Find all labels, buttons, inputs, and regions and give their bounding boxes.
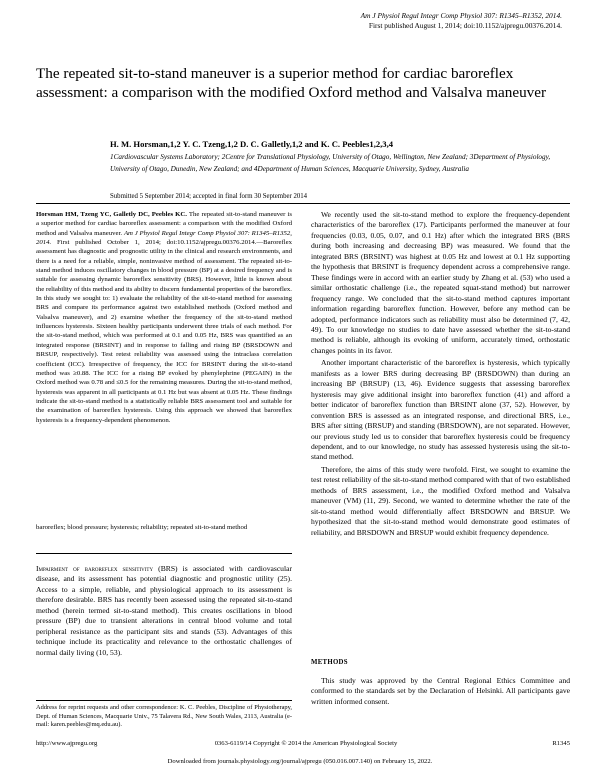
article-title: The repeated sit-to-stand maneuver is a superior method for cardiac baroreflex assessment: a comparison with the modified Oxford method and Valsalva maneuver [36,65,547,101]
abstract-lead: Horsman HM, Tzeng YC, Galletly DC, Peebles KC. [36,211,187,218]
author-list: H. M. Horsman,1,2 Y. C. Tzeng,1,2 D. C. Galletly,1,2 and K. C. Peebles1,2,3,4 [110,139,394,149]
paragraph: Another important characteristic of the baroreflex is hysteresis, which typically manifests as a lower BRS during decreasing BP (BRSDOWN) than during an increasing BP (BRSUP) (13, 46). Evidence suggests that assessing baroreflex hysteresis may give additional insight into baroreflex function (41) and afford a better indicator of baroreflex function than BRSINT alone (37, 52). However, by convention BRS is assessed as an integrated response, and directional BRS, i.e., BRS after sitting (BRSUP) and standing (BRSDOWN), are not separated. However, our previous study led us to consider that baroreflex hysteresis could be frequency dependent, and to our knowledge, no study has assessed hysteresis using the sit-to-stand method. [311,358,570,462]
download-notice: Downloaded from journals.physiology.org/journal/ajpregu (050.016.007.140) on February 15, 2022. [167,758,433,765]
introduction-text [36,564,292,658]
abstract-journal: Am J Physiol Regul Integr Comp Physiol 307: R1345–R1352, 2014. [36,229,292,247]
right-column [311,210,570,540]
paragraph: Therefore, the aims of this study were twofold. First, we sought to examine the test retest reliability of the sit-to-stand method compared with that of two established methods of BRS assessment, i.e., the modified Oxford method and Valsalva maneuver (VM) (11, 29). Second, we wanted to determine whether the rate of the sit-to-stand method would differentially affect BRSDOWN and BRSUP. We hypothesized that the sit-to-stand method would demonstrate good estimates of reliability, and BRSDOWN and BRSUP would exhibit frequency dependence. [311,464,570,537]
journal-citation: Am J Physiol Regul Integr Comp Physiol 307: R1345–R1352, 2014. [360,11,562,20]
section-heading-methods: METHODS [311,659,348,666]
header-divider [36,203,570,204]
page-number: R1345 [552,740,570,747]
footnote-divider [36,700,292,701]
paragraph: This study was approved by the Central Regional Ethics Committee and conformed to the standards set by the Declaration of Helsinki. All participants gave written informed consent. [311,676,570,706]
copyright-line: 0363-6119/14 Copyright © 2014 the American Physiological Society [214,740,398,747]
first-published-line: First published August 1, 2014; doi:10.1152/ajpregu.00376.2014. [368,21,562,30]
methods-text [311,676,570,707]
affiliations: 1Cardiovascular Systems Laboratory; 2Centre for Translational Physiology, University of Otago, Wellington, New Zealand; 3Department of Physiology, University of Otago, Dunedin, New Zealand; and 4Department of Human Sciences, Macquarie University, Sydney, Australia [110,153,551,173]
paragraph: We recently used the sit-to-stand method to explore the frequency-dependent characteristics of the baroreflex (17). Participants performed the maneuver at four frequencies (0.03, 0.05, 0.07, and 0.1 Hz) after which the integrated BRS (BRS during both increasing and decreasing BP) was measured. We found that the integrated BRS (BRSINT) was highest at 0.05 Hz and lowest at 0.1 Hz supporting the hypothesis that BRSINT is frequency dependent across a comprehensive range. These findings were in accord with an earlier study by Zhang et al. (53) who used a similar orthostatic challenge (i.e., the repeated squat-stand method) but narrower frequency range. We concluded that the sit-to-stand method captures important information regarding baroreflex function. However, before any method can be adopted, performance indicators such as reliability must also be determined (7, 42, 49). To our knowledge no studies to date have assessed whether the sit-to-stand method is reliable, although its evoking of uniform, accurately timed, orthostatic changes points in its favor. [311,210,570,355]
journal-url-link[interactable]: http://www.ajpregu.org [36,740,98,747]
abstract-divider [36,553,292,554]
journal-header [361,11,562,31]
abstract-body: First published October 1, 2014; doi:10.1152/ajpregu.00376.2014.—Baroreflex assessment has diagnostic and prognostic utility in the clinical and research environments, and there is a need for a reliable, simple, noninvasive method of assessment. The repeated sit-to-stand method induces oscillatory changes in blood pressure (BP) at a desired frequency and is suitable for assessing dynamic baroreflex sensitivity (BRS). However, little is known about the reliability of this method and its ability to discern fundamental properties of the baroreflex. In this study we sought to: 1) evaluate the reliability of the sit-to-stand method for assessing BRS and compare its performance against two established methods (Oxford method and Valsalva maneuver), and 2) examine whether the frequency of the sit-to-stand method influences hysteresis. Sixteen healthy participants underwent three trials of each method. For the sit-to-stand method, which was performed at 0.1 and 0.05 Hz, BRS was quantified as an integrated response (BRSINT) and in response to falling and rising BP (BRSDOWN and BRSUP, respectively). Test retest reliability was assessed using the intraclass correlation coefficient (ICC). Irrespective of frequency, the ICC for BRSINT during the sit-to-stand method was ≥0.88. The ICC for a rising BP evoked by phenylephrine (PEGAIN) in the Oxford method was 0.78 and ≤0.5 for the remaining measures. During the sit-to-stand method, hysteresis was apparent in all participants at 0.1 Hz but was absent at 0.05 Hz. These findings indicate the sit-to-stand method is a statistically reliable BRS assessment tool and suitable for the examination of baroreflex hysteresis. Using this approach we showed that baroreflex hysteresis is a frequency-dependent phenomenon. [36,239,292,424]
abstract-title-text: The repeated sit-to-stand maneuver is a superior method for cardiac baroreflex assessment: a comparison with the modified Oxford method and Valsalva maneuver. [36,211,292,237]
intro-body: (BRS) is associated with cardiovascular disease, and its assessment has potential diagnostic and prognostic utility (25). Access to a simple, reliable, and physiological approach to its assessment is therefore desirable. BRS has recently been assessed using the repeated sit-to-stand method (herein termed sit-to-stand method). This creates oscillations in blood pressure (BP) due to transient alterations in central blood volume and total peripheral resistance as the participant sits and stands (53). Advantages of this technique include its practicality and relevance to the orthostatic challenges of normal daily living (10, 53). [36,564,292,657]
correspondence-footnote: Address for reprint requests and other correspondence: K. C. Peebles, Discipline of Physiotherapy, Dept. of Human Sciences, Macquarie Univ., 75 Talavera Rd., New South Wales, 2113, Australia (e-mail: karen.peebles@mq.edu.au). [36,704,292,729]
abstract [36,210,292,425]
keywords: baroreflex; blood pressure; hysteresis; reliability; repeated sit-to-stand method [36,524,248,531]
submission-dates: Submitted 5 September 2014; accepted in final form 30 September 2014 [110,193,308,200]
intro-lead: Impairment of baroreflex sensitivity [36,564,154,573]
